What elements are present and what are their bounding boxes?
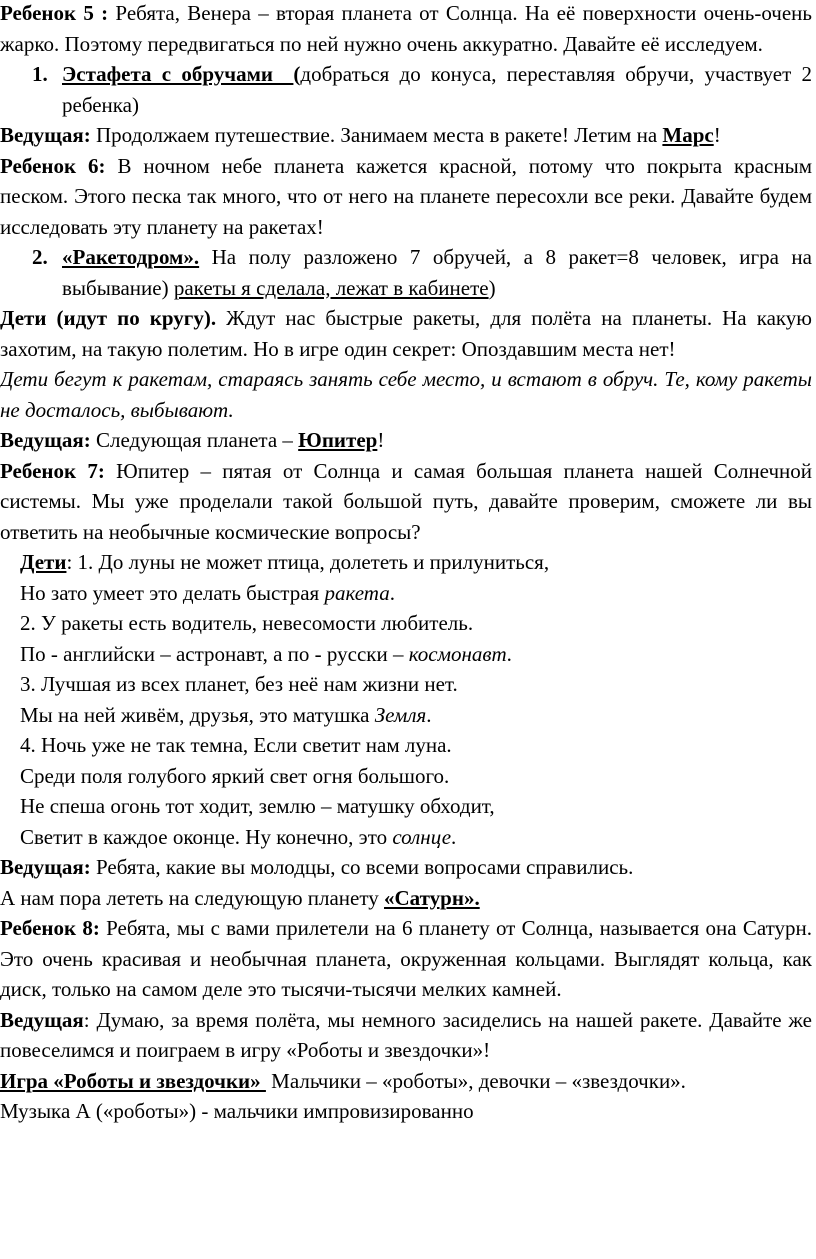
riddle-text: : 1. До луны не может птица, долететь и прилуниться, — [66, 550, 550, 574]
riddle-line — [20, 700, 812, 731]
paragraph-text: А нам пора лететь на следующую планету — [0, 885, 385, 910]
paragraph-text: Мальчики – «роботы», девочки – «звездочки». — [265, 1068, 686, 1093]
list-item-relay — [0, 59, 812, 120]
speaker-label: Ребенок 6: — [0, 153, 106, 178]
list-item-text: добраться до конуса, переставляя обручи, участвует 2 ребенка) — [62, 62, 813, 117]
paragraph-end: ! — [713, 123, 721, 147]
riddle-end: . — [451, 824, 457, 849]
paragraph-children-circle — [0, 303, 812, 364]
paragraph-child5 — [0, 0, 812, 59]
list-number: 1. — [32, 62, 48, 86]
speaker-label: Ведущая — [0, 1007, 84, 1032]
riddle-answer: Земля — [374, 702, 427, 727]
paragraph-text: Продолжаем путешествие. Занимаем места в ракете! Летим на — [90, 123, 663, 147]
paragraph-text: Ребята, какие вы молодцы, со всеми вопросами справились. — [90, 855, 634, 879]
riddle-text: Светит в каждое оконце. Ну конечно, это — [20, 824, 393, 849]
riddle-answer: ракета — [324, 580, 390, 605]
speaker-label: Ребенок 8: — [0, 916, 100, 940]
game-title: Игра «Роботы и звездочки» — [0, 1068, 266, 1093]
speaker-label: Ребенок 5 : — [0, 1, 109, 25]
paragraph-host-mars — [0, 120, 812, 151]
speaker-label: Ведущая: — [0, 428, 91, 452]
paragraph-child8 — [0, 913, 812, 1005]
speaker-label: Дети (идут по кругу). — [0, 306, 217, 330]
riddle-line — [20, 639, 812, 670]
list-item-note: ракеты я сделала, лежат в кабинете — [173, 275, 489, 300]
paragraph-end: ) — [488, 275, 496, 300]
paragraph-child7 — [0, 456, 812, 548]
stage-direction: Дети бегут к ракетам, стараясь занять себе место, и встают в обруч. Те, кому ракеты не досталось, выбывают. — [0, 367, 812, 422]
riddle-text: Мы на ней живём, друзья, это матушка — [20, 702, 375, 727]
planet-name: Юпитер — [298, 428, 378, 452]
riddle-line: Не спеша огонь тот ходит, землю – матушку обходит, — [20, 794, 495, 818]
game-title: «Ракетодром». — [62, 245, 200, 269]
riddle-line: 2. У ракеты есть водитель, невесомости любитель. — [20, 611, 474, 635]
riddle-text: По - английски – астронавт, а по - русски – — [20, 641, 409, 666]
riddle-answer: космонавт — [408, 641, 507, 666]
list-item-rocketdrome — [0, 242, 812, 303]
game-title: Эстафета с обручами — [62, 62, 294, 86]
riddle-answer: солнце — [392, 824, 452, 849]
speaker-label: Ведущая: — [0, 123, 91, 147]
paragraph-text: Следующая планета – — [90, 428, 299, 452]
paragraph-text: В ночном небе планета кажется красной, потому что покрыта красным песком. Этого песка так много, что от него на планете пересохли все реки. Давайте будем исследовать эту планету на ракетах! — [0, 153, 812, 239]
paren-open: ( — [293, 62, 301, 86]
riddle-end: . — [389, 580, 395, 605]
riddle-line: Среди поля голубого яркий свет огня большого. — [20, 763, 450, 788]
riddles-label: Дети — [20, 550, 67, 574]
paragraph-text: Ребята, Венера – вторая планета от Солнца. На её поверхности очень-очень жарко. Поэтому передвигаться по ней нужно очень аккуратно. Давайте её исследуем. — [0, 1, 812, 56]
riddles-block — [0, 547, 812, 852]
list-number: 2. — [32, 245, 48, 269]
paragraph-text: Ждут нас быстрые ракеты, для полёта на планеты. На какую захотим, на такую полетим. Но в игре один секрет: Опоздавшим места нет! — [0, 306, 812, 361]
riddle-line: 4. Ночь уже не так темна, Если светит нам луна. — [20, 733, 452, 757]
riddle-line — [20, 822, 812, 853]
riddle-line: 3. Лучшая из всех планет, без неё нам жизни нет. — [20, 672, 458, 696]
paragraph-end: ! — [377, 428, 385, 452]
riddle-line — [20, 578, 812, 609]
riddle-end: . — [426, 702, 432, 727]
planet-name: «Сатурн». — [384, 885, 480, 910]
riddle-end: . — [506, 641, 512, 666]
paragraph-game-robots — [0, 1066, 812, 1097]
paragraph-host-jupiter — [0, 425, 812, 456]
paragraph-music: Музыка А («роботы») - мальчики импровизированно — [0, 1099, 474, 1123]
paragraph-text: Юпитер – пятая от Солнца и самая большая планета нашей Солнечной системы. Мы уже проделали такой большой путь, давайте проверим, сможете ли вы ответить на необычные космические вопросы? — [0, 458, 813, 544]
paragraph-child6 — [0, 151, 812, 243]
planet-name: Марс — [662, 123, 714, 147]
speaker-label: Ведущая: — [0, 855, 91, 879]
riddle-line — [20, 547, 812, 578]
paragraph-host-praise — [0, 852, 812, 883]
riddle-text: Но зато умеет это делать быстрая — [20, 580, 325, 605]
paragraph-saturn — [0, 883, 812, 914]
paragraph-host-game — [0, 1005, 812, 1066]
list-item-text: На полу разложено 7 обручей, а 8 ракет=8 человек, игра на выбывание) — [62, 245, 812, 300]
speaker-label: Ребенок 7: — [0, 458, 105, 483]
paragraph-text: : Думаю, за время полёта, мы немного засиделись на нашей ракете. Давайте же повеселимся и поиграем в игру «Роботы и звездочки»! — [0, 1007, 812, 1062]
paragraph-text: Ребята, мы с вами прилетели на 6 планету от Солнца, называется она Сатурн. Это очень красивая и необычная планета, окруженная кольцами. Выглядят кольца, как диск, только на самом деле это тысячи-тысячи мелких камней. — [0, 916, 813, 1001]
